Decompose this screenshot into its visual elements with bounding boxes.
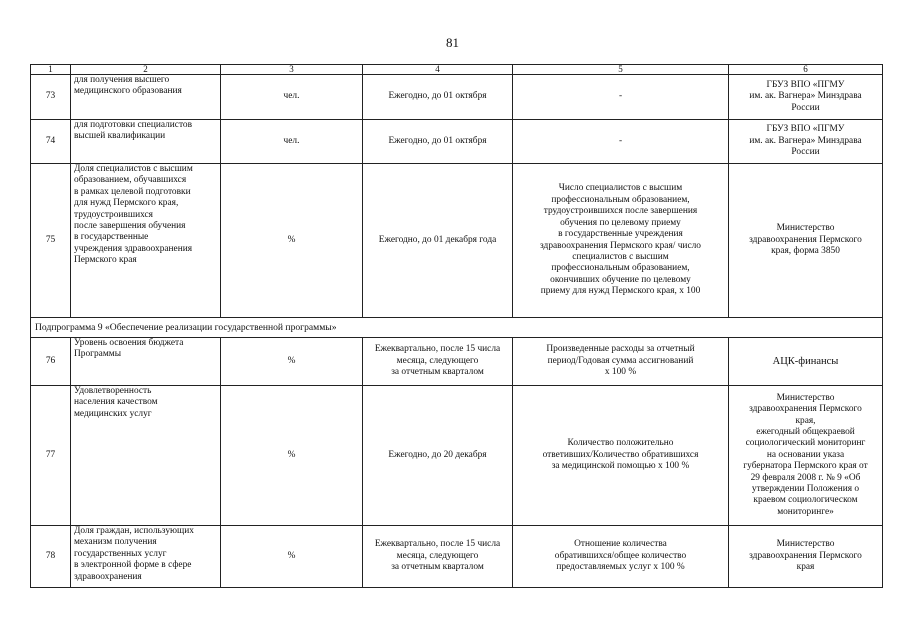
unit: чел. bbox=[221, 120, 363, 164]
subprogram-row bbox=[31, 318, 883, 338]
frequency: Ежегодно, до 01 октября bbox=[363, 120, 513, 164]
subprogram-title: Подпрограмма 9 «Обеспечение реализации государственной программы» bbox=[31, 318, 883, 338]
indicators-table bbox=[30, 64, 883, 588]
unit: % bbox=[221, 164, 363, 318]
column-number-row bbox=[31, 65, 883, 75]
data-source: Министерство здравоохранения Пермского края bbox=[729, 526, 883, 588]
indicator-name: Доля специалистов с высшим образованием, обучавшихся в рамках целевой подготовки для нужд Пермского края, трудоустроившихся после завершения обучения в государственные учреждения здравоохранения Пермского края bbox=[71, 164, 221, 318]
data-source: АЦК-финансы bbox=[729, 338, 883, 386]
table-row bbox=[31, 526, 883, 588]
table-row bbox=[31, 164, 883, 318]
formula: - bbox=[513, 75, 729, 120]
row-number: 74 bbox=[31, 120, 71, 164]
unit: % bbox=[221, 338, 363, 386]
formula: - bbox=[513, 120, 729, 164]
column-number: 6 bbox=[729, 65, 883, 75]
column-number: 3 bbox=[221, 65, 363, 75]
formula: Произведенные расходы за отчетный период/Годовая сумма ассигнований х 100 % bbox=[513, 338, 729, 386]
indicator-name: для подготовки специалистов высшей квалификации bbox=[71, 120, 221, 164]
formula: Количество положительно ответивших/Количество обратившихся за медицинской помощью х 100 % bbox=[513, 386, 729, 526]
unit: % bbox=[221, 386, 363, 526]
column-number: 5 bbox=[513, 65, 729, 75]
indicator-name: для получения высшего медицинского образования bbox=[71, 75, 221, 120]
row-number: 75 bbox=[31, 164, 71, 318]
column-number: 2 bbox=[71, 65, 221, 75]
row-number: 77 bbox=[31, 386, 71, 526]
table-row bbox=[31, 338, 883, 386]
row-number: 73 bbox=[31, 75, 71, 120]
table-row bbox=[31, 386, 883, 526]
unit: % bbox=[221, 526, 363, 588]
indicator-name: Уровень освоения бюджета Программы bbox=[71, 338, 221, 386]
column-number: 1 bbox=[31, 65, 71, 75]
data-source: ГБУЗ ВПО «ПГМУ им. ак. Вагнера» Минздрава России bbox=[729, 75, 883, 120]
data-source: Министерство здравоохранения Пермского края, форма 3850 bbox=[729, 164, 883, 318]
column-number: 4 bbox=[363, 65, 513, 75]
indicator-name: Удовлетворенность населения качеством медицинских услуг bbox=[71, 386, 221, 526]
row-number: 78 bbox=[31, 526, 71, 588]
formula: Отношение количества обратившихся/общее количество предоставляемых услуг х 100 % bbox=[513, 526, 729, 588]
frequency: Ежеквартально, после 15 числа месяца, следующего за отчетным кварталом bbox=[363, 526, 513, 588]
data-source: ГБУЗ ВПО «ПГМУ им. ак. Вагнера» Минздрава России bbox=[729, 120, 883, 164]
table-row bbox=[31, 75, 883, 120]
frequency: Ежегодно, до 20 декабря bbox=[363, 386, 513, 526]
frequency: Ежегодно, до 01 октября bbox=[363, 75, 513, 120]
formula: Число специалистов с высшим профессиональным образованием, трудоустроившихся после завершения обучения по целевому приему в государственные учреждения здравоохранения Пермского края/ число специалистов с высшим профессиональным образованием, окончивших обучение по целевому приему для нужд Пермского края, х 100 bbox=[513, 164, 729, 318]
indicator-name: Доля граждан, использующих механизм получения государственных услуг в электронной форме в сфере здравоохранения bbox=[71, 526, 221, 588]
unit: чел. bbox=[221, 75, 363, 120]
page-number: 81 bbox=[446, 35, 459, 50]
frequency: Ежеквартально, после 15 числа месяца, следующего за отчетным кварталом bbox=[363, 338, 513, 386]
data-source: Министерство здравоохранения Пермского края, ежегодный общекраевой социологический мониторинг на основании указа губернатора Пермского края от 29 февраля 2008 г. № 9 «Об утверждении Положения о краевом социологическом мониторинге» bbox=[729, 386, 883, 526]
table-row bbox=[31, 120, 883, 164]
frequency: Ежегодно, до 01 декабря года bbox=[363, 164, 513, 318]
row-number: 76 bbox=[31, 338, 71, 386]
